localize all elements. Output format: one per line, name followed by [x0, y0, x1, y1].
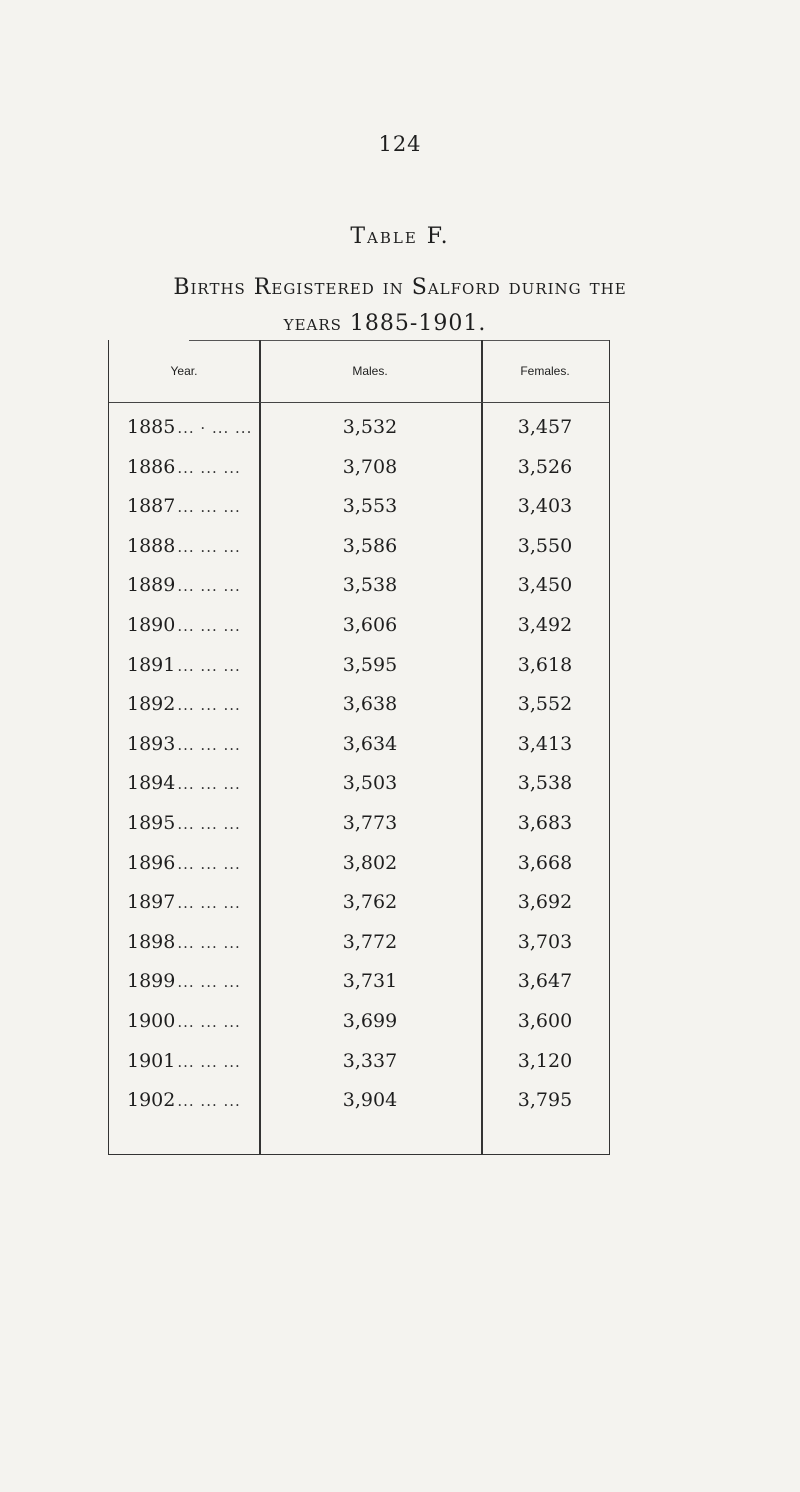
column-header-year: Year. — [170, 364, 198, 378]
year-value: 1890 — [127, 613, 176, 636]
females-cell: 3,683 — [517, 811, 573, 834]
year-cell — [127, 852, 241, 874]
leader-dots: ... ... ... — [177, 458, 241, 477]
title-line-1: Births Registered in Salford during the — [173, 275, 627, 300]
table-row — [109, 1002, 609, 1042]
year-cell — [127, 614, 241, 636]
leader-dots: ... ... ... — [177, 537, 241, 556]
leader-dots: ... ... ... — [177, 577, 241, 596]
females-cell: 3,692 — [517, 891, 573, 914]
table-row — [109, 1081, 609, 1121]
year-value: 1891 — [127, 653, 176, 676]
leader-dots: ... ... ... — [177, 616, 241, 635]
column-header-males: Males. — [352, 364, 388, 378]
table-row — [109, 566, 609, 606]
table-title — [0, 270, 800, 342]
table-row — [109, 646, 609, 686]
year-value: 1901 — [127, 1049, 176, 1072]
year-value: 1886 — [127, 455, 176, 478]
leader-dots: ... ... ... — [177, 814, 241, 833]
year-cell — [127, 456, 241, 478]
leader-dots: ... ... ... — [177, 735, 241, 754]
year-cell — [127, 574, 241, 596]
year-value: 1897 — [127, 891, 176, 914]
year-value: 1889 — [127, 574, 176, 597]
year-cell — [127, 654, 241, 676]
females-cell: 3,668 — [517, 851, 573, 874]
males-cell: 3,708 — [342, 455, 398, 478]
year-cell — [127, 891, 241, 913]
table-row — [109, 527, 609, 567]
females-cell: 3,795 — [517, 1089, 573, 1112]
males-cell: 3,634 — [342, 732, 398, 755]
table-row — [109, 448, 609, 488]
males-cell: 3,606 — [342, 613, 398, 636]
leader-dots: ... · ... ... — [177, 419, 253, 437]
year-value: 1888 — [127, 534, 176, 557]
females-cell: 3,538 — [517, 772, 573, 795]
table-top-rule — [189, 340, 609, 341]
table-row — [109, 804, 609, 844]
year-cell — [127, 693, 241, 715]
leader-dots: ... ... ... — [177, 696, 241, 715]
table-row — [109, 764, 609, 804]
males-cell: 3,532 — [342, 416, 398, 438]
males-cell: 3,595 — [342, 653, 398, 676]
leader-dots: ... ... ... — [177, 656, 241, 675]
table-body — [109, 408, 609, 1121]
year-cell — [127, 772, 241, 794]
year-value: 1902 — [127, 1089, 176, 1112]
year-value: 1894 — [127, 772, 176, 795]
females-cell: 3,600 — [517, 1009, 573, 1032]
year-value: 1900 — [127, 1009, 176, 1032]
females-cell: 3,492 — [517, 613, 573, 636]
males-cell: 3,337 — [342, 1049, 398, 1072]
year-value: 1899 — [127, 970, 176, 993]
leader-dots: ... ... ... — [177, 775, 241, 794]
males-cell: 3,503 — [342, 772, 398, 795]
males-cell: 3,553 — [342, 495, 398, 518]
leader-dots: ... ... ... — [177, 1052, 241, 1071]
females-cell: 3,526 — [517, 455, 573, 478]
females-cell: 3,550 — [517, 534, 573, 557]
year-value: 1898 — [127, 930, 176, 953]
year-value: 1887 — [127, 495, 176, 518]
header-rule — [109, 402, 609, 403]
table-row — [109, 883, 609, 923]
females-cell: 3,618 — [517, 653, 573, 676]
title-line-2: years 1885-1901. — [283, 311, 487, 336]
males-cell: 3,773 — [342, 811, 398, 834]
year-cell — [127, 970, 241, 992]
births-table — [108, 340, 610, 1155]
leader-dots: ... ... ... — [177, 933, 241, 952]
page-number: 124 — [378, 132, 422, 156]
females-cell: 3,413 — [517, 732, 573, 755]
year-cell — [127, 495, 241, 517]
table-row — [109, 962, 609, 1002]
females-cell: 3,647 — [517, 970, 573, 993]
table-row — [109, 408, 609, 448]
leader-dots: ... ... ... — [177, 894, 241, 913]
year-cell — [127, 1050, 241, 1072]
year-cell — [127, 931, 241, 953]
females-cell: 3,457 — [517, 416, 573, 438]
year-value: 1896 — [127, 851, 176, 874]
table-row — [109, 844, 609, 884]
males-cell: 3,699 — [342, 1009, 398, 1032]
year-value: 1895 — [127, 811, 176, 834]
table-row — [109, 923, 609, 963]
males-cell: 3,904 — [342, 1089, 398, 1112]
males-cell: 3,638 — [342, 693, 398, 716]
males-cell: 3,772 — [342, 930, 398, 953]
table-row — [109, 1042, 609, 1082]
column-header-females: Females. — [520, 364, 570, 378]
year-value: 1892 — [127, 693, 176, 716]
year-cell — [127, 535, 241, 557]
year-value: 1893 — [127, 732, 176, 755]
leader-dots: ... ... ... — [177, 498, 241, 517]
males-cell: 3,762 — [342, 891, 398, 914]
year-value: 1885 — [127, 416, 176, 438]
year-cell — [127, 416, 252, 438]
table-label: Table F. — [350, 224, 450, 249]
males-cell: 3,538 — [342, 574, 398, 597]
females-cell: 3,703 — [517, 930, 573, 953]
females-cell: 3,120 — [517, 1049, 573, 1072]
females-cell: 3,552 — [517, 693, 573, 716]
males-cell: 3,802 — [342, 851, 398, 874]
leader-dots: ... ... ... — [177, 1012, 241, 1031]
table-row — [109, 487, 609, 527]
table-row — [109, 725, 609, 765]
table-row — [109, 685, 609, 725]
table-row — [109, 606, 609, 646]
females-cell: 3,403 — [517, 495, 573, 518]
year-cell — [127, 812, 241, 834]
leader-dots: ... ... ... — [177, 854, 241, 873]
males-cell: 3,586 — [342, 534, 398, 557]
leader-dots: ... ... ... — [177, 1092, 241, 1111]
year-cell — [127, 733, 241, 755]
leader-dots: ... ... ... — [177, 973, 241, 992]
year-cell — [127, 1089, 241, 1111]
females-cell: 3,450 — [517, 574, 573, 597]
year-cell — [127, 1010, 241, 1032]
males-cell: 3,731 — [342, 970, 398, 993]
